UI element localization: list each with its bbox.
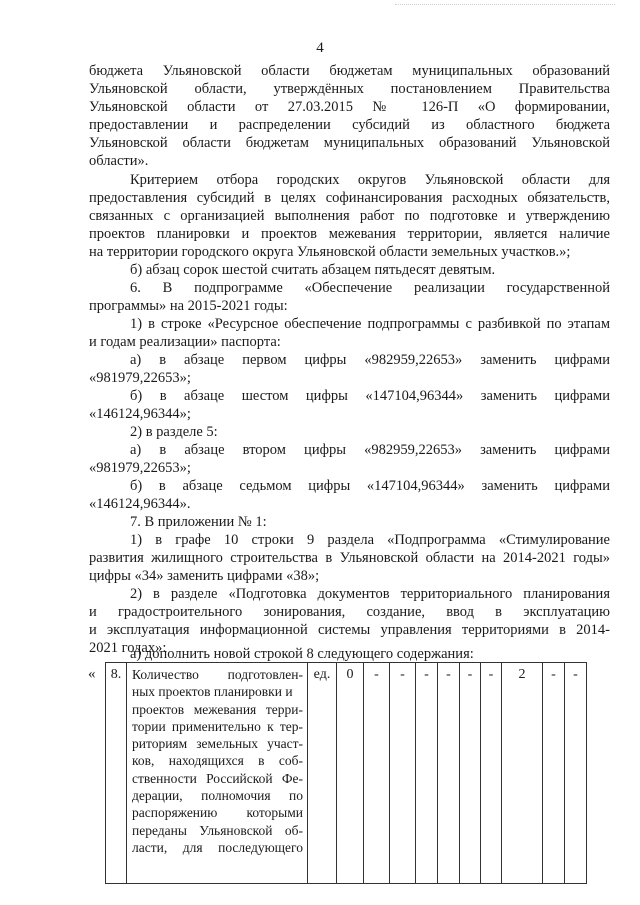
text-line: Ульяновской области, утверждённых постановлением Правительства [89,81,610,97]
value-cell [438,663,460,884]
text-line: и годам реализации» паспорта: [89,334,281,350]
cell-value: - [467,667,473,682]
text-line: 2) в разделе 5: [130,424,218,440]
text-line: проектов планировки и проектов межевания территории, является наличие [89,226,610,242]
cell-value: - [488,667,494,682]
value-cell [460,663,481,884]
value-cell [502,663,543,884]
indicator-name-line: распоряжению которыми [132,805,303,821]
text-line: б) в абзаце шестом цифры «147104,96344» заменить цифрами [130,388,610,404]
text-line: «981979,22653»; [89,370,191,386]
row-number-cell [106,663,127,884]
text-line: области». [89,153,149,169]
unit-cell [308,663,337,884]
page-number: 4 [316,40,324,56]
text-line: Ульяновской области бюджетам муниципальных образований Ульяновской [89,135,610,151]
text-line: Критерием отбора городских округов Ульяновской области для [130,172,610,188]
indicator-name-line: дерации, полномочия по [132,788,303,804]
unit-value: ед. [313,667,331,682]
text-line: 1) в строке «Ресурсное обеспечение подпрограммы с разбивкой по этапам [130,316,610,332]
cell-value: - [551,667,556,682]
row-number: 8. [110,667,122,682]
value-cell [337,663,364,884]
text-line: и эксплуатация информационной системы управления территориями в 2014- [89,622,610,638]
text-line: а) в абзаце втором цифры «982959,22653» заменить цифрами [130,442,610,458]
cell-value: - [374,667,379,682]
indicator-name-line: переданы Ульяновской об- [132,822,303,838]
text-line: программы» на 2015-2021 годы: [89,298,288,314]
text-line: «146124,96344»; [89,406,191,422]
text-line: 1) в графе 10 строки 9 раздела «Подпрограмма «Стимулирование [130,532,610,548]
text-line: Ульяновской области от 27.03.2015 № 126-П «О формировании, [89,99,610,115]
text-line: предоставления субсидий в целях софинансирования расходных обязательств, [89,190,610,206]
indicator-name-line: ственности Российской Фе- [132,770,303,786]
table-row [106,663,587,884]
indicator-table [105,662,587,884]
value-cell [364,663,390,884]
text-line: связанных с организацией выполнения работ по подготовке и утверждению [89,208,610,224]
indicator-name-line: риториям земельных участ- [132,736,303,752]
value-cell [543,663,565,884]
cell-value: - [573,667,578,682]
text-line: 6. В подпрограмме «Обеспечение реализации государственной [130,280,610,296]
cell-value: - [446,667,451,682]
cell-value: 2 [518,667,526,682]
text-line: 2) в разделе «Подготовка документов территориального планирования [130,586,610,602]
open-quote: « [88,666,96,682]
value-cell [481,663,502,884]
indicator-name-line: ласти, для последующего [132,839,303,855]
indicator-name-line: проектов межевания терри- [132,701,303,717]
indicator-name-line: тории применительно к тер- [132,718,303,734]
cell-value: - [424,667,429,682]
indicator-name-line: ных проектов планировки и [132,684,293,700]
cell-value: - [400,667,405,682]
indicator-name-line: ков, находящихся в соб- [132,753,303,769]
indicator-name-line: Количество подготовлен- [132,667,303,682]
value-cell [565,663,587,884]
text-line: 2021 годах»: [89,640,167,656]
text-line: на территории городского округа Ульяновской области земельных участков.»; [89,244,571,260]
value-cell [390,663,416,884]
text-line: б) в абзаце седьмом цифры «147104,96344» заменить цифрами [130,478,610,494]
value-cell [416,663,438,884]
text-line: б) абзац сорок шестой считать абзацем пятьдесят девятым. [130,262,496,278]
text-line: «981979,22653»; [89,460,191,476]
cell-value: 0 [346,667,354,682]
scan-artifact [395,4,615,8]
text-line: а) в абзаце первом цифры «982959,22653» заменить цифрами [130,352,610,368]
text-line: и градостроительного зонирования, создание, ввод в эксплуатацию [89,604,610,620]
text-line: развития жилищного строительства в Ульяновской области на 2014-2021 годы» [89,550,610,566]
text-line: «146124,96344». [89,496,191,512]
text-line: предоставлении и распределении субсидий из областного бюджета [89,117,610,133]
text-line: а) дополнить новой строкой 8 следующего содержания: [130,646,474,662]
text-line: бюджета Ульяновской области бюджетам муниципальных образований [89,63,610,79]
indicator-name-cell [127,663,308,884]
text-line: цифры «34» заменить цифрами «38»; [89,568,320,584]
text-line: 7. В приложении № 1: [130,514,267,530]
